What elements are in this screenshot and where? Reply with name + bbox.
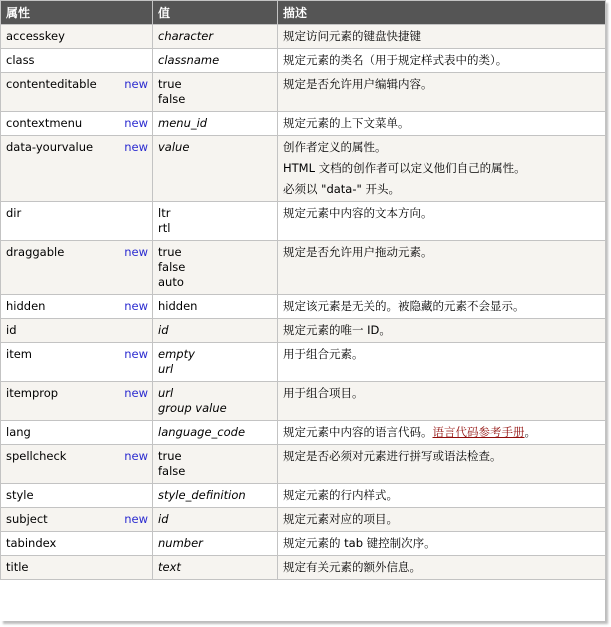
value-cell [153,112,278,136]
description-cell [278,508,606,532]
value-cell [153,508,278,532]
attribute-name: subject [6,512,48,526]
attribute-name: style [6,488,34,502]
description-text: 规定元素的类名（用于规定样式表中的类）。 [283,53,508,67]
description-line [283,140,600,155]
attribute-name: contextmenu [6,116,83,130]
description-line [283,29,600,44]
attribute-name: draggable [6,245,65,259]
table-row [1,484,606,508]
attribute-name: itemprop [6,386,59,400]
value-cell [153,136,278,202]
description-line [283,536,600,551]
description-line [283,347,600,362]
value-cell [153,445,278,484]
description-line [283,182,600,197]
attribute-cell [1,343,153,382]
description-cell [278,295,606,319]
table-row [1,382,606,421]
description-text: 必须以 "data-" 开头。 [283,182,400,196]
value-option: number [158,536,203,550]
description-cell [278,112,606,136]
value-option: hidden [158,299,198,313]
description-line [283,161,600,176]
table-row [1,136,606,202]
attribute-cell [1,25,153,49]
description-cell [278,484,606,508]
value-cell [153,421,278,445]
value-option: url [158,362,174,376]
value-option: true [158,77,182,91]
description-line [283,488,600,503]
description-line [283,425,600,440]
value-option: id [158,323,169,337]
value-option: false [158,464,186,478]
description-text: 规定访问元素的键盘快捷键 [283,29,421,43]
new-badge: new [124,347,148,361]
value-cell [153,49,278,73]
attribute-cell [1,484,153,508]
value-option: character [158,29,214,43]
description-line [283,116,600,131]
value-option: rtl [158,221,171,235]
header-description: 描述 [278,1,606,25]
new-badge: new [124,512,148,526]
attribute-cell [1,508,153,532]
description-cell [278,241,606,295]
description-cell [278,136,606,202]
description-text: 规定元素的唯一 ID。 [283,323,391,337]
header-attribute: 属性 [1,1,153,25]
description-line [283,560,600,575]
new-badge: new [124,449,148,463]
link-suffix: 。 [524,425,536,439]
description-cell [278,556,606,580]
value-option: classname [158,53,220,67]
table-row [1,241,606,295]
attribute-name: spellcheck [6,449,67,463]
description-text: 创作者定义的属性。 [283,140,387,154]
attribute-name: contenteditable [6,77,97,91]
attribute-name: tabindex [6,536,57,550]
value-option: value [158,140,190,154]
attribute-name: hidden [6,299,46,313]
description-line [283,449,600,464]
description-text: 规定是否必须对元素进行拼写或语法检查。 [283,449,502,463]
description-line [283,53,600,68]
value-option: ltr [158,206,171,220]
value-cell [153,202,278,241]
attribute-cell [1,49,153,73]
attribute-name: lang [6,425,31,439]
table-row [1,202,606,241]
description-line [283,77,600,92]
description-cell [278,25,606,49]
value-cell [153,241,278,295]
attribute-cell [1,319,153,343]
attribute-cell [1,241,153,295]
description-text: HTML 文档的创作者可以定义他们自己的属性。 [283,161,526,175]
description-text: 规定元素中内容的文本方向。 [283,206,433,220]
value-cell [153,319,278,343]
value-cell [153,532,278,556]
value-option: true [158,449,182,463]
description-text: 用于组合项目。 [283,386,364,400]
description-cell [278,421,606,445]
description-cell [278,319,606,343]
attribute-cell [1,295,153,319]
table-row [1,25,606,49]
description-line [283,245,600,260]
table-row [1,532,606,556]
description-cell [278,49,606,73]
description-cell [278,73,606,112]
value-option: url [158,386,174,400]
description-line [283,386,600,401]
description-text: 规定元素的行内样式。 [283,488,398,502]
table-row [1,508,606,532]
value-option: group value [158,401,227,415]
table-row [1,556,606,580]
attribute-name: id [6,323,17,337]
value-option: empty [158,347,195,361]
description-line [283,512,600,527]
description-text: 规定是否允许用户编辑内容。 [283,77,433,91]
description-text: 用于组合元素。 [283,347,364,361]
attribute-cell [1,556,153,580]
value-option: false [158,92,186,106]
attribute-cell [1,532,153,556]
value-option: auto [158,275,184,289]
description-text: 规定元素中内容的语言代码。 [283,425,433,439]
table-row [1,112,606,136]
attribute-cell [1,136,153,202]
description-cell [278,343,606,382]
value-option: true [158,245,182,259]
description-text: 规定有关元素的额外信息。 [283,560,421,574]
description-line [283,299,600,314]
table-row [1,319,606,343]
attribute-cell [1,382,153,421]
table-row [1,445,606,484]
attribute-name: dir [6,206,22,220]
description-line [283,206,600,221]
value-cell [153,484,278,508]
attribute-name: title [6,560,29,574]
attribute-name: item [6,347,32,361]
value-option: text [158,560,181,574]
description-cell [278,532,606,556]
value-option: id [158,512,169,526]
table-row [1,73,606,112]
description-text: 规定元素的 tab 键控制次序。 [283,536,436,550]
description-cell [278,445,606,484]
language-code-reference-link[interactable]: 语言代码参考手册 [432,425,525,439]
value-cell [153,343,278,382]
value-option: language_code [158,425,246,439]
value-option: style_definition [158,488,246,502]
attribute-cell [1,73,153,112]
attribute-cell [1,202,153,241]
header-value: 值 [153,1,278,25]
attribute-name: accesskey [6,29,65,43]
value-option: menu_id [158,116,208,130]
value-cell [153,25,278,49]
attribute-cell [1,421,153,445]
description-cell [278,202,606,241]
new-badge: new [124,386,148,400]
value-cell [153,382,278,421]
attribute-name: data-yourvalue [6,140,94,154]
description-cell [278,382,606,421]
description-text: 规定该元素是无关的。被隐藏的元素不会显示。 [283,299,525,313]
new-badge: new [124,299,148,313]
attribute-cell [1,112,153,136]
new-badge: new [124,77,148,91]
description-text: 规定元素的上下文菜单。 [283,116,410,130]
new-badge: new [124,245,148,259]
value-cell [153,73,278,112]
description-line [283,323,600,338]
attribute-name: class [6,53,35,67]
table-row [1,49,606,73]
value-option: false [158,260,186,274]
table-row [1,295,606,319]
value-cell [153,556,278,580]
table-row [1,421,606,445]
value-cell [153,295,278,319]
table-row [1,343,606,382]
new-badge: new [124,116,148,130]
table-header-row [1,1,606,25]
attribute-cell [1,445,153,484]
new-badge: new [124,140,148,154]
description-text: 规定元素对应的项目。 [283,512,398,526]
description-text: 规定是否允许用户拖动元素。 [283,245,433,259]
